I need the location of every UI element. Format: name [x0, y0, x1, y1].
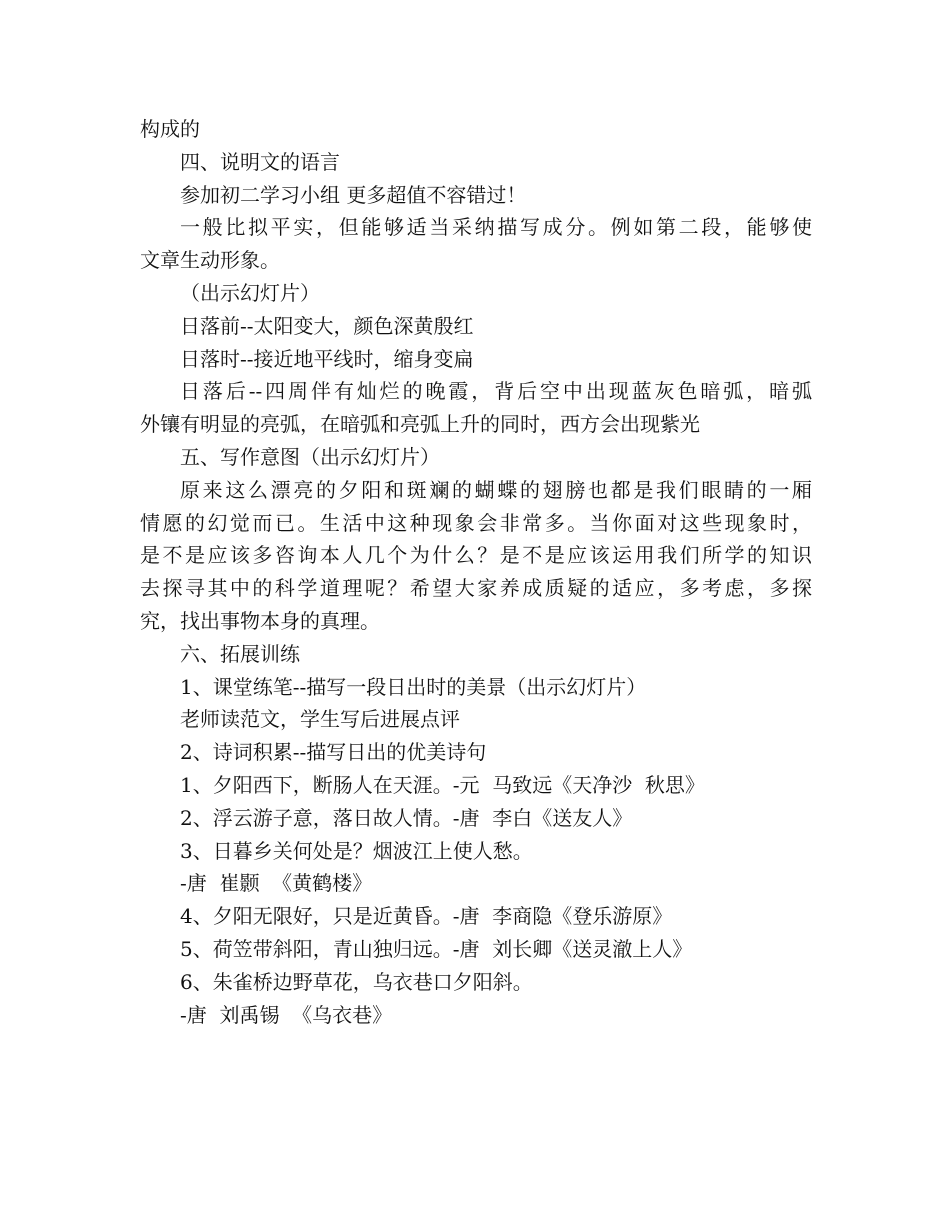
paragraph-intent-line-5: 究，找出事物本身的真理。: [140, 608, 380, 633]
paragraph-intent-line-1: 原来这么漂亮的夕阳和斑斓的蝴蝶的翅膀也都是我们眼睛的一厢: [180, 477, 812, 502]
paragraph-intent-line-3: 是不是应该多咨询本人几个为什么？是不是应该运用我们所学的知识: [140, 543, 812, 568]
poem-line-3-source: -唐 崔颢 《黄鹤楼》: [180, 871, 373, 896]
paragraph-intent-line-2: 情愿的幻觉而已。生活中这种现象会非常多。当你面对这些现象时，: [140, 510, 812, 535]
poem-line-6-source: -唐 刘禹锡 《乌衣巷》: [180, 1002, 393, 1027]
slide-note-1: （出示幻灯片）: [180, 280, 320, 305]
text-during-sunset: 日落时--接近地平线时，缩身变扁: [180, 346, 474, 371]
text-line-1: 构成的: [140, 117, 200, 141]
document-page: [140, 113, 812, 1031]
exercise-1-note: 老师读范文，学生写后进展点评: [180, 707, 460, 732]
poem-line-2: 2、浮云游子意，落日故人情。-唐 李白《送友人》: [180, 805, 633, 830]
paragraph-language-line-1: 一般比拟平实，但能够适当采纳描写成分。例如第二段，能够使: [180, 215, 812, 240]
text-line-3: 参加初二学习小组 更多超值不容错过！: [180, 182, 527, 207]
text-after-sunset-line-1: 日落后--四周伴有灿烂的晚霞，背后空中出现蓝灰色暗弧，暗弧: [180, 379, 812, 404]
paragraph-language-line-2: 文章生动形象。: [140, 248, 280, 273]
text-after-sunset-line-2: 外镶有明显的亮弧，在暗弧和亮弧上升的同时，西方会出现紫光: [140, 412, 700, 437]
poem-line-5: 5、荷笠带斜阳，青山独归远。-唐 刘长卿《送灵澈上人》: [180, 936, 693, 961]
text-before-sunset: 日落前--太阳变大，颜色深黄殷红: [180, 313, 474, 338]
exercise-2: 2、诗词积累--描写日出的优美诗句: [180, 740, 487, 765]
heading-section-4: 四、说明文的语言: [180, 149, 340, 174]
exercise-1: 1、课堂练笔--描写一段日出时的美景（出示幻灯片）: [180, 674, 647, 699]
heading-section-6: 六、拓展训练: [180, 641, 300, 666]
poem-line-4: 4、夕阳无限好，只是近黄昏。-唐 李商隐《登乐游原》: [180, 904, 673, 929]
paragraph-intent-line-4: 去探寻其中的科学道理呢？希望大家养成质疑的适应，多考虑，多探: [140, 576, 812, 601]
poem-line-3: 3、日暮乡关何处是？烟波江上使人愁。: [180, 838, 533, 863]
poem-line-1: 1、夕阳西下，断肠人在天涯。-元 马致远《天净沙 秋思》: [180, 772, 705, 797]
heading-section-5: 五、写作意图（出示幻灯片）: [180, 444, 440, 469]
poem-line-6: 6、朱雀桥边野草花，乌衣巷口夕阳斜。: [180, 969, 533, 994]
